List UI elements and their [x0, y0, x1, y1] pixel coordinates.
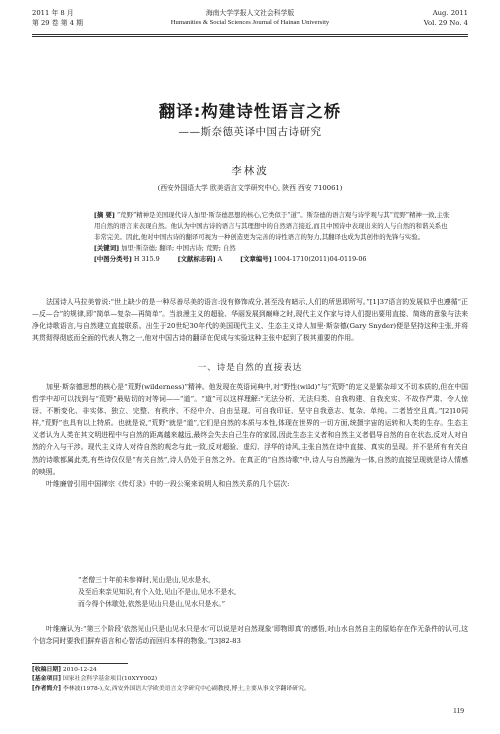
issue-date-en: Aug. 2011 — [432, 9, 468, 17]
received-date: 2010-12-24 — [62, 667, 97, 673]
issue-volume: 第 29 卷 第 4 期 — [32, 19, 83, 27]
fund-label: [基金项目] — [32, 676, 61, 683]
header-right — [424, 8, 468, 28]
keywords-label: [关键词] — [94, 244, 120, 252]
id-label: [文章编号] — [240, 255, 272, 263]
header-rule-thick — [32, 34, 468, 35]
clc-code — [94, 254, 160, 265]
header-left — [32, 8, 83, 28]
page-number: 119 — [453, 706, 464, 715]
abstract-text: “荒野”精神是美国现代诗人加里·斯奈德思想的核心,它类似于“道”。斯奈德的语言观与诗学观与其“荒野”精神一致,主张用自然的语言来表现自然。他认为中国古诗的语言与其理想中的自然语言接近,而且中国诗中表现出来的人与自然的和谐关系也非常完美。因此,他对中国古诗的翻译可视为一种创造更为完善的诗性语言的努力,其翻译也成为其创作的先锋与实验。 — [94, 211, 450, 241]
author-affiliation: (西安外国语大学 欧美语言文学研究中心, 陕西 西安 710061) — [157, 184, 343, 192]
received-label: [收稿日期] — [32, 667, 61, 673]
bio-label: [作者简介] — [32, 685, 61, 692]
article-subtitle: ——斯奈德英译中国古诗研究 — [178, 126, 322, 138]
footnote-fund — [32, 675, 468, 684]
section-heading: 一、诗是自然的直接表达 — [197, 363, 303, 373]
doc-value: A — [217, 255, 223, 263]
body-paragraph-1: 加里·斯奈德思想的核心是“荒野(wilderness)”精神。他发现在英语词典中,对“野性(wild)”与“荒野”的定义是繁杂却又不切本质的,但在中国哲学中却可以找到与“荒野”最贴切的对等词——“道”。“道”可以这样理解:“无法分析、无法归类、自我构建、自我充实、不故作严肃、令人惊讶、不断变化、非实体、独立、完整、有秩序、不经中介、自由呈现、可自我印证、坚守自我意志、复杂、单纯。二者皆空且真。”[2]10同样,“荒野”也具有以上特质。也就是说,“荒野”就是“道”,它们是自然的本质与本性,体现在世界的一切方面,统摄宇宙的运转和人类的生存。生态主义者认为人类在其文明进程中与自然的距离越来越远,最终会失去自己生存的家园,因此生态主义者和自然主义者倡导自然的自在状态,反对人对自然的介入与干涉。现代主义诗人对待自然的观念与此一致,反对超验、虚幻、浮华的诗风,主张自然在诗中直接、真实的呈现。并不是所有有关自然的诗歌都属此类,有些诗仅仅是“有关自然”,诗人仍处于自然之外。在真正的“自然诗歌”中,诗人与自然融为一体,自然的直接呈现就是诗人情感的映照。 — [32, 383, 468, 476]
footnote-rule — [32, 663, 128, 664]
keywords — [94, 243, 450, 254]
koan-line-1: “老僧三十年前未参禅时,见山是山,见水是水, — [78, 576, 211, 584]
issue-date: 2011 年 8 月 — [32, 9, 74, 17]
footnotes — [32, 666, 468, 694]
quoted-koan — [78, 574, 236, 610]
article-author: 李林波 — [231, 165, 269, 177]
issue-volume-en: Vol. 29 No. 4 — [423, 19, 468, 27]
classification-line — [94, 254, 450, 265]
header-center — [122, 8, 378, 28]
bio-text: 李林波(1978-),女,西安外国语大学欧美语言文学研究中心副教授,博士,主要从事文学翻译研究。 — [62, 685, 310, 692]
doc-label: [文献标志码] — [177, 255, 216, 263]
fund-text: 国家社会科学基金项目(10XYY002) — [62, 676, 158, 683]
article-id — [240, 254, 366, 265]
footnote-received — [32, 666, 468, 675]
header-rule-thin — [32, 36, 468, 37]
abstract-block — [94, 210, 450, 265]
article-title: 翻译:构建诗性语言之桥 — [158, 102, 342, 121]
body-paragraph-2: 叶维廉曾引用中国禅宗《传灯录》中的一段公案来说明人和自然关系的几个层次: — [46, 479, 290, 488]
koan-line-3: 而今得个休歇处,依然是见山只是山,见水只是水。” — [78, 600, 226, 608]
koan-line-2: 及至后来亲见知识,有个入处,见山不是山,见水不是水, — [78, 588, 237, 596]
keywords-text: 加里·斯奈德; 翻译; 中国古诗; 荒野; 自然 — [121, 244, 236, 252]
clc-value: H 315.9 — [133, 255, 160, 263]
section-body-continued — [32, 623, 468, 647]
intro-section — [32, 296, 468, 344]
footnote-bio — [32, 685, 468, 694]
journal-name-cn: 海南大学学报人文社会科学版 — [205, 9, 295, 17]
id-value: 1004-1710(2011)04-0119-06 — [273, 255, 367, 263]
intro-paragraph: 法国诗人马拉美曾说:“世上缺少的是一种尽善尽美的语言:没有修饰成分,甚至没有暗示,人们的所思即所写。”[1]37语言的发展似乎也遵循“正—反—合”的规律,即“简单—复杂—再简单”。当浪漫主义的超验、华丽发展到巅峰之时,现代主义作家与诗人们提出要用直接、简练的意象与法来净化诗歌语言,与自然建立直接联系。出生于20世纪30年代的美国现代主义、生态主义诗人加里·斯奈德(Gary Snyder)便是坚持这种主张,并将其贯彻得彻底而全面的代表人物之一,他对中国古诗的翻译在促成与实验这种主张中起到了极其重要的作用。 — [32, 298, 468, 343]
abstract — [94, 210, 450, 243]
doc-code — [178, 254, 222, 265]
section-body — [32, 381, 468, 490]
abstract-label: [摘 要] — [94, 211, 115, 219]
clc-label: [中图分类号] — [94, 255, 132, 263]
journal-name-en: Humanities & Social Sciences Journal of Hainan University — [170, 19, 330, 26]
body-paragraph-3: 叶维廉认为:“第三个阶段‘依然见山只是山见水只是水’可以说是对自然现象‘即物即真’的感悟,对山水自然自主的原始存在作无条件的认可,这个信念同时要我们摒弃语言和心智活动而回归本样的物象。”[3]82-83 — [32, 625, 468, 646]
